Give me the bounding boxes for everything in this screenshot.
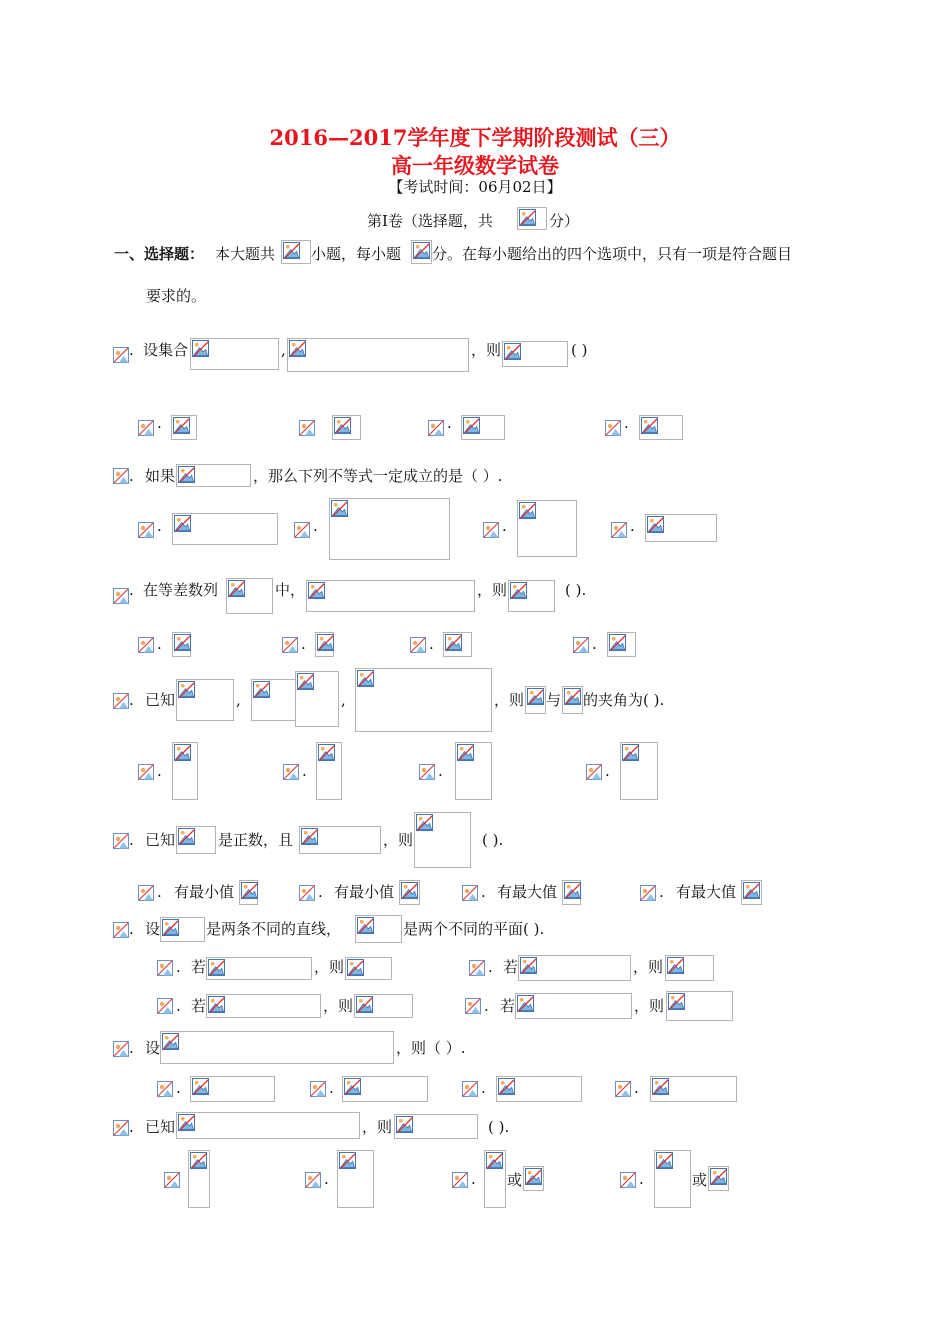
option-label-icon: [469, 960, 485, 976]
q1-paren: ( ): [571, 341, 588, 359]
formula-image: [518, 955, 631, 981]
dot: .: [313, 517, 318, 535]
option-label-icon: [615, 1081, 631, 1097]
formula-image: [206, 994, 321, 1018]
q3-paren: ( ).: [565, 581, 587, 599]
q3-stem: 在等差数列: [143, 581, 219, 599]
formula-image: [176, 464, 251, 487]
dot: .: [129, 831, 134, 849]
option-label-icon: [483, 522, 499, 538]
q6-rest: 是两个不同的平面( ).: [403, 920, 545, 938]
q5-mid: 是正数，且: [218, 831, 294, 849]
option-label-icon: [294, 522, 310, 538]
formula-image: [251, 679, 297, 721]
formula-image: [484, 1150, 506, 1208]
option-label-icon: [164, 1172, 180, 1188]
q5-stem: 已知: [145, 831, 176, 849]
option-label-icon: [462, 885, 478, 901]
option-label-icon: [419, 764, 435, 780]
formula-image: [160, 917, 205, 942]
q4-rest: 的夹角为( ).: [583, 691, 665, 709]
option-label-icon: [283, 764, 299, 780]
dot: .: [129, 341, 134, 359]
option-label-icon: [138, 420, 154, 436]
formula-image: [176, 826, 216, 854]
section-text: 小题，每小题: [311, 245, 402, 263]
section-text: 要求的。: [146, 287, 207, 305]
option-label-icon: [573, 637, 589, 653]
q8-or: 或: [692, 1171, 708, 1189]
dot: .: [129, 1118, 134, 1136]
q6-mid: 是两条不同的直线，: [206, 920, 342, 938]
formula-image: [562, 880, 581, 905]
formula-image: [306, 580, 475, 612]
question-number-icon: [113, 1041, 129, 1057]
option-label-icon: [138, 637, 154, 653]
dot: .: [659, 883, 664, 901]
section-heading: 一、选择题：: [114, 245, 205, 263]
option-label-icon: [586, 764, 602, 780]
formula-image: [281, 240, 311, 264]
dot: .: [502, 517, 507, 535]
dot: .: [129, 581, 134, 599]
question-number-icon: [113, 588, 129, 604]
question-number-icon: [113, 468, 129, 484]
formula-image: [650, 1076, 737, 1102]
formula-image: [295, 671, 339, 727]
dot: .: [157, 414, 162, 432]
part1-heading: 第Ⅰ卷（选择题，共: [367, 212, 493, 230]
q5-option-b: 有最小值: [334, 883, 395, 901]
formula-image: [645, 514, 717, 542]
q6-option-then: ，则: [314, 958, 345, 976]
option-label-icon: [138, 522, 154, 538]
q8-or: 或: [507, 1171, 523, 1189]
dot: .: [605, 762, 610, 780]
dot: .: [324, 1170, 329, 1188]
dot: .: [157, 762, 162, 780]
formula-image: [355, 668, 492, 732]
option-label-icon: [138, 885, 154, 901]
dot: .: [302, 762, 307, 780]
q8-stem: 已知: [145, 1118, 176, 1136]
option-label-icon: [138, 764, 154, 780]
option-label-icon: [157, 998, 173, 1014]
q5-option-c: 有最大值: [497, 883, 558, 901]
formula-image: [666, 991, 733, 1021]
option-label-icon: [157, 960, 173, 976]
option-label-icon: [299, 420, 315, 436]
dot: .: [447, 414, 452, 432]
formula-image: [562, 686, 583, 714]
exam-subtitle: 高一年级数学试卷: [391, 153, 559, 178]
formula-image: [708, 1166, 729, 1191]
option-label-icon: [410, 637, 426, 653]
formula-image: [525, 686, 546, 714]
formula-image: [414, 812, 471, 868]
q6-option-if: 若: [500, 997, 516, 1015]
formula-image: [329, 498, 450, 560]
q5-paren: ( ).: [482, 831, 504, 849]
option-label-icon: [452, 1172, 468, 1188]
question-number-icon: [113, 922, 129, 938]
formula-image: [741, 880, 762, 905]
formula-image: [515, 993, 632, 1019]
formula-image: [517, 500, 577, 557]
formula-image: [160, 1031, 394, 1064]
formula-image: [502, 341, 568, 367]
option-label-icon: [299, 885, 315, 901]
dot: .: [481, 883, 486, 901]
dot: .: [157, 635, 162, 653]
dot: .: [429, 635, 434, 653]
dot: .: [624, 414, 629, 432]
q7-rest: ，则（ ）.: [396, 1039, 466, 1057]
q6-option-if: 若: [191, 958, 207, 976]
formula-image: [639, 415, 683, 440]
formula-image: [411, 240, 432, 264]
dot: .: [176, 997, 181, 1015]
formula-image: [355, 915, 402, 943]
dot: .: [592, 635, 597, 653]
dot: .: [129, 920, 134, 938]
formula-image: [443, 632, 472, 657]
formula-image: [523, 1166, 544, 1191]
formula-image: [508, 580, 555, 612]
q8-then: ，则: [362, 1118, 393, 1136]
formula-image: [315, 632, 334, 657]
q6-stem: 设: [145, 920, 161, 938]
formula-image: [455, 742, 492, 800]
option-label-icon: [282, 637, 298, 653]
option-label-icon: [305, 1172, 321, 1188]
formula-image: [337, 1150, 374, 1208]
q3-then: ，则: [477, 581, 508, 599]
q6-option-then: ，则: [323, 997, 354, 1015]
formula-image: [345, 957, 392, 980]
section-text: 分。在每小题给出的四个选项中，只有一项是符合题目: [432, 245, 793, 263]
option-label-icon: [640, 885, 656, 901]
q1-stem: 设集合: [143, 341, 189, 359]
formula-image: [607, 632, 636, 657]
q1-then: ，则: [471, 341, 502, 359]
option-label-icon: [462, 1081, 478, 1097]
q4-comma: ,: [341, 691, 346, 709]
q5-option-d: 有最大值: [676, 883, 737, 901]
option-label-icon: [428, 420, 444, 436]
q6-option-then: ，则: [634, 997, 665, 1015]
q6-option-if: 若: [191, 997, 207, 1015]
dot: .: [129, 691, 134, 709]
option-label-icon: [310, 1081, 326, 1097]
formula-image: [188, 1150, 210, 1208]
formula-image: [172, 513, 278, 545]
dot: .: [634, 1079, 639, 1097]
formula-image: [316, 742, 342, 800]
dot: .: [301, 635, 306, 653]
formula-image: [176, 679, 234, 721]
q3-mid: 中，: [275, 581, 306, 599]
formula-image: [517, 207, 547, 230]
dot: .: [438, 762, 443, 780]
formula-image: [190, 1076, 275, 1102]
formula-image: [654, 1150, 691, 1208]
q4-comma: ,: [236, 691, 241, 709]
q4-then: ，则: [494, 691, 525, 709]
dot: .: [176, 1079, 181, 1097]
q2-stem: 如果: [145, 467, 176, 485]
dot: .: [488, 958, 493, 976]
dot: .: [639, 1170, 644, 1188]
formula-image: [461, 415, 505, 440]
q4-with: 与: [546, 691, 562, 709]
formula-image: [665, 955, 714, 981]
question-number-icon: [113, 693, 129, 709]
q4-stem: 已知: [145, 691, 176, 709]
q5-then: ，则: [383, 831, 414, 849]
formula-image: [620, 742, 658, 800]
formula-image: [172, 632, 191, 657]
option-label-icon: [465, 998, 481, 1014]
q2-rest: ，那么下列不等式一定成立的是（ ）.: [253, 467, 503, 485]
formula-image: [342, 1076, 428, 1102]
formula-image: [287, 338, 469, 372]
dot: .: [481, 1079, 486, 1097]
exam-time: 【考试时间：06月02日】: [388, 178, 562, 196]
formula-image: [394, 1114, 478, 1139]
formula-image: [172, 742, 198, 800]
option-label-icon: [620, 1172, 636, 1188]
option-label-icon: [611, 522, 627, 538]
dot: .: [318, 883, 323, 901]
formula-image: [206, 957, 312, 980]
dot: .: [471, 1170, 476, 1188]
dot: .: [484, 997, 489, 1015]
question-number-icon: [113, 833, 129, 849]
dot: .: [157, 517, 162, 535]
dot: .: [157, 883, 162, 901]
dot: .: [129, 1039, 134, 1057]
dot: .: [630, 517, 635, 535]
formula-image: [190, 338, 279, 370]
q7-stem: 设: [145, 1039, 161, 1057]
question-number-icon: [113, 347, 129, 363]
dot: .: [176, 958, 181, 976]
dot: .: [329, 1079, 334, 1097]
formula-image: [399, 880, 420, 905]
formula-image: [496, 1076, 582, 1102]
formula-image: [239, 880, 258, 905]
q6-option-if: 若: [503, 958, 519, 976]
formula-image: [226, 578, 273, 614]
option-label-icon: [157, 1081, 173, 1097]
q5-option-a: 有最小值: [174, 883, 235, 901]
q8-paren: ( ).: [488, 1118, 510, 1136]
dot: .: [129, 467, 134, 485]
formula-image: [299, 826, 381, 854]
exam-title: 2016—2017学年度下学期阶段测试（三）: [269, 125, 681, 150]
question-number-icon: [113, 1120, 129, 1136]
formula-image: [354, 994, 413, 1018]
q1-comma: ,: [281, 341, 286, 359]
section-text: 本大题共: [215, 245, 276, 263]
formula-image: [176, 1112, 360, 1139]
option-label-icon: [605, 420, 621, 436]
formula-image: [171, 415, 197, 440]
part1-heading-end: 分）: [549, 212, 580, 230]
formula-image: [332, 415, 361, 440]
q6-option-then: ，则: [633, 958, 664, 976]
